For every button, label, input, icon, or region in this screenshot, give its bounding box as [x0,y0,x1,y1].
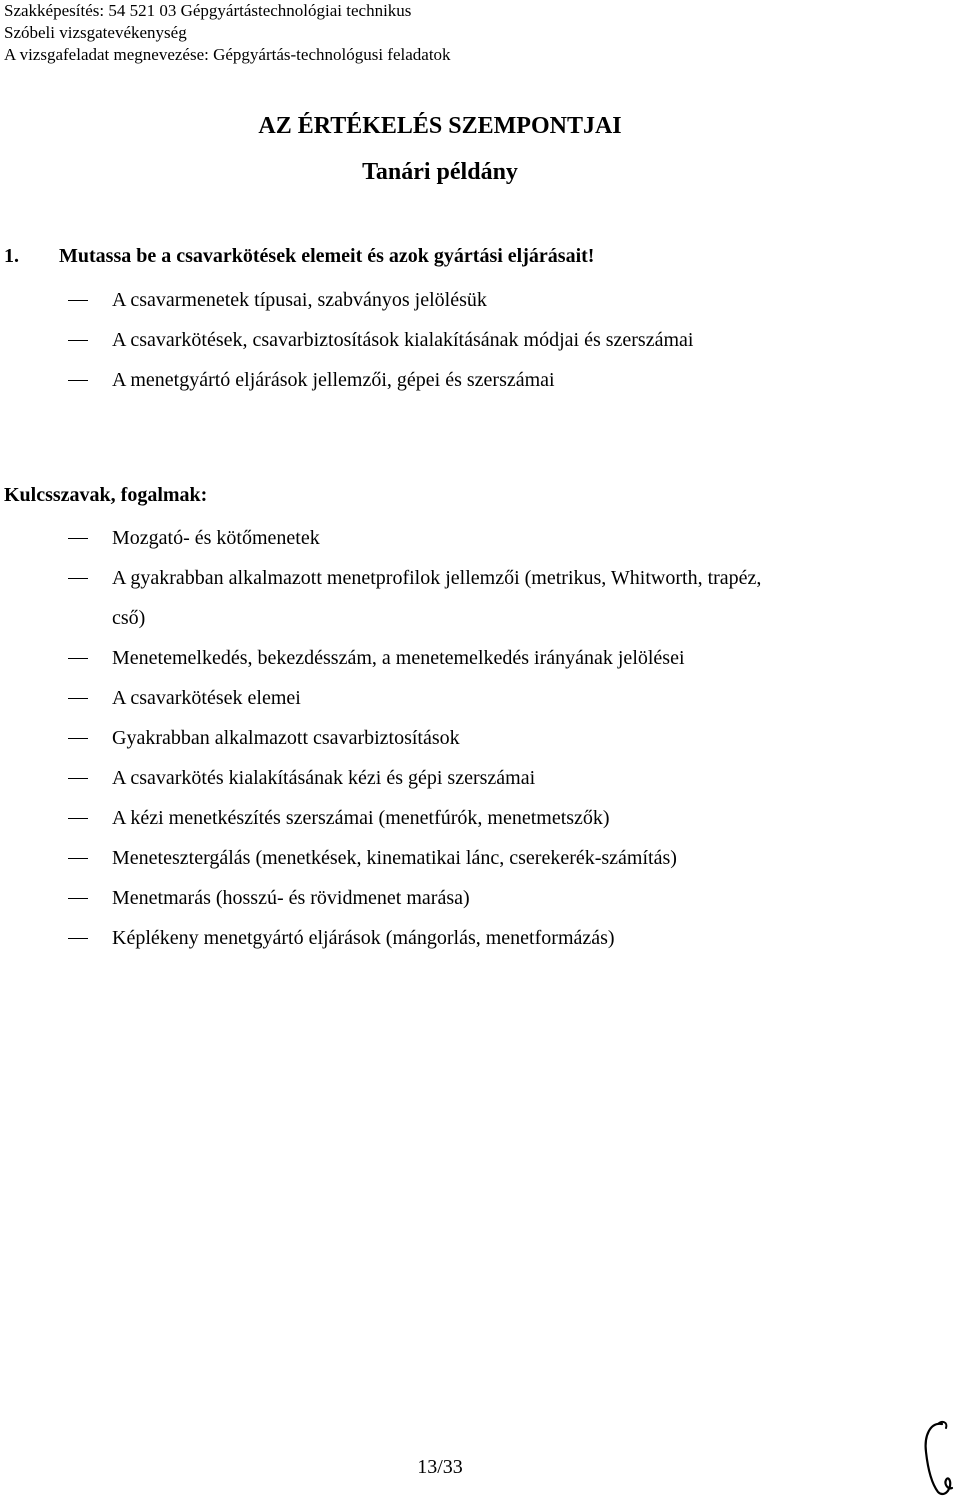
dash-bullet-icon [68,818,88,819]
document-header [4,0,451,66]
list-item-text: Képlékeny menetgyártó eljárások (mángorlás, menetformázás) [112,927,615,949]
dash-bullet-icon [68,300,88,301]
list-item-text: cső) [112,607,146,629]
topic-list [0,280,693,400]
list-item-text: A kézi menetkészítés szerszámai (menetfúrók, menetmetszők) [112,807,610,829]
list-item [0,758,761,798]
page-number: 13/33 [417,1456,463,1478]
header-task-name: A vizsgafeladat megnevezése: Gépgyártás-technológusi feladatok [4,45,451,64]
dash-bullet-icon [68,658,88,659]
page-title: AZ ÉRTÉKELÉS SZEMPONTJAI [258,113,622,139]
keywords-heading: Kulcsszavak, fogalmak: [4,484,208,506]
list-item [0,558,761,598]
list-item [0,838,761,878]
list-item [0,798,761,838]
list-item-text: A menetgyártó eljárások jellemzői, gépei és szerszámai [112,369,555,391]
list-item [0,918,761,958]
list-item-text: Gyakrabban alkalmazott csavarbiztosítások [112,727,460,749]
dash-bullet-icon [68,698,88,699]
dash-bullet-icon [68,778,88,779]
page-subtitle: Tanári példány [362,159,518,185]
keyword-list [0,518,761,958]
list-item [0,678,761,718]
dash-bullet-icon [68,538,88,539]
header-exam-activity: Szóbeli vizsgatevékenység [4,23,187,42]
question-text: Mutassa be a csavarkötések elemeit és azok gyártási eljárásait! [59,245,595,267]
list-item [0,320,693,360]
list-item-text: A csavarkötés kialakításának kézi és gépi szerszámai [112,767,536,789]
list-item-text: A csavarkötések, csavarbiztosítások kialakításának módjai és szerszámai [112,329,694,351]
list-item-text: Menetesztergálás (menetkések, kinematikai lánc, cserekerék-számítás) [112,847,677,869]
list-item [0,518,761,558]
dash-bullet-icon [68,858,88,859]
list-item [0,280,693,320]
dash-bullet-icon [68,340,88,341]
list-item [0,718,761,758]
list-item-text: A gyakrabban alkalmazott menetprofilok jellemzői (metrikus, Whitworth, trapéz, [112,567,762,589]
dash-bullet-icon [68,898,88,899]
handwritten-signature-icon [918,1418,956,1498]
dash-bullet-icon [68,738,88,739]
question-number: 1. [4,245,19,267]
list-item [0,878,761,918]
list-item-text: A csavarmenetek típusai, szabványos jelölésük [112,289,487,311]
list-item-text: Mozgató- és kötőmenetek [112,527,320,549]
header-qualification: Szakképesítés: 54 521 03 Gépgyártástechnológiai technikus [4,1,412,20]
list-item-text: Menetmarás (hosszú- és rövidmenet marása) [112,887,470,909]
list-item [0,360,693,400]
list-item [0,638,761,678]
list-item-continuation [0,598,761,638]
list-item-text: A csavarkötések elemei [112,687,301,709]
question [4,245,594,268]
dash-bullet-icon [68,578,88,579]
dash-bullet-icon [68,938,88,939]
list-item-text: Menetemelkedés, bekezdésszám, a menetemelkedés irányának jelölései [112,647,685,669]
dash-bullet-icon [68,380,88,381]
